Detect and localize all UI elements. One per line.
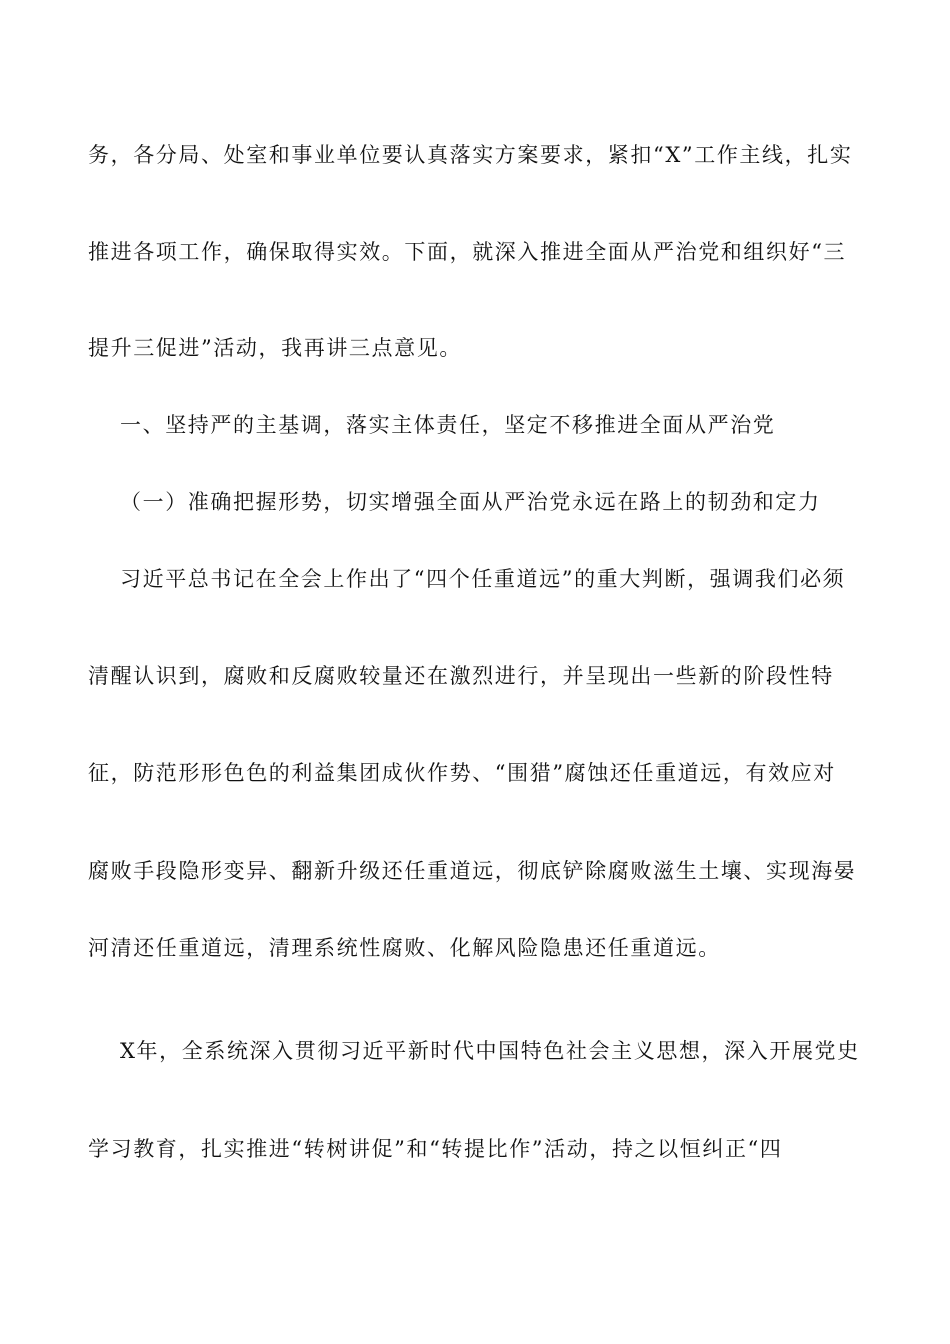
paragraph-line: 习近平总书记在全会上作出了“四个任重道远”的重大判断，强调我们必须 (120, 567, 846, 591)
paragraph-line: 务，各分局、处室和事业单位要认真落实方案要求，紧扣“X”工作主线，扎实 (88, 143, 853, 167)
section-heading: 一、坚持严的主基调，落实主体责任，坚定不移推进全面从严治党 (120, 413, 776, 437)
paragraph-line: 学习教育，扎实推进“转树讲促”和“转提比作”活动，持之以恒纠正“四 (88, 1137, 783, 1161)
subsection-heading: （一）准确把握形势，切实增强全面从严治党永远在路上的韧劲和定力 (120, 490, 821, 514)
paragraph-line: 征，防范形形色色的利益集团成伙作势、“围猎”腐蚀还任重道远，有效应对 (88, 761, 836, 785)
paragraph-line: X年，全系统深入贯彻习近平新时代中国特色社会主义思想，深入开展党史 (120, 1039, 860, 1063)
paragraph-line: 清醒认识到，腐败和反腐败较量还在激烈进行，并呈现出一些新的阶段性特 (88, 664, 834, 688)
paragraph-line: 推进各项工作，确保取得实效。下面，就深入推进全面从严治党和组织好“三 (88, 240, 847, 264)
paragraph-line: 腐败手段隐形变异、翻新升级还任重道远，彻底铲除腐败滋生土壤、实现海晏 (88, 859, 857, 883)
paragraph-line: 提升三促进”活动，我再讲三点意见。 (88, 336, 462, 360)
paragraph-line: 河清还任重道远，清理系统性腐败、化解风险隐患还任重道远。 (88, 936, 721, 960)
